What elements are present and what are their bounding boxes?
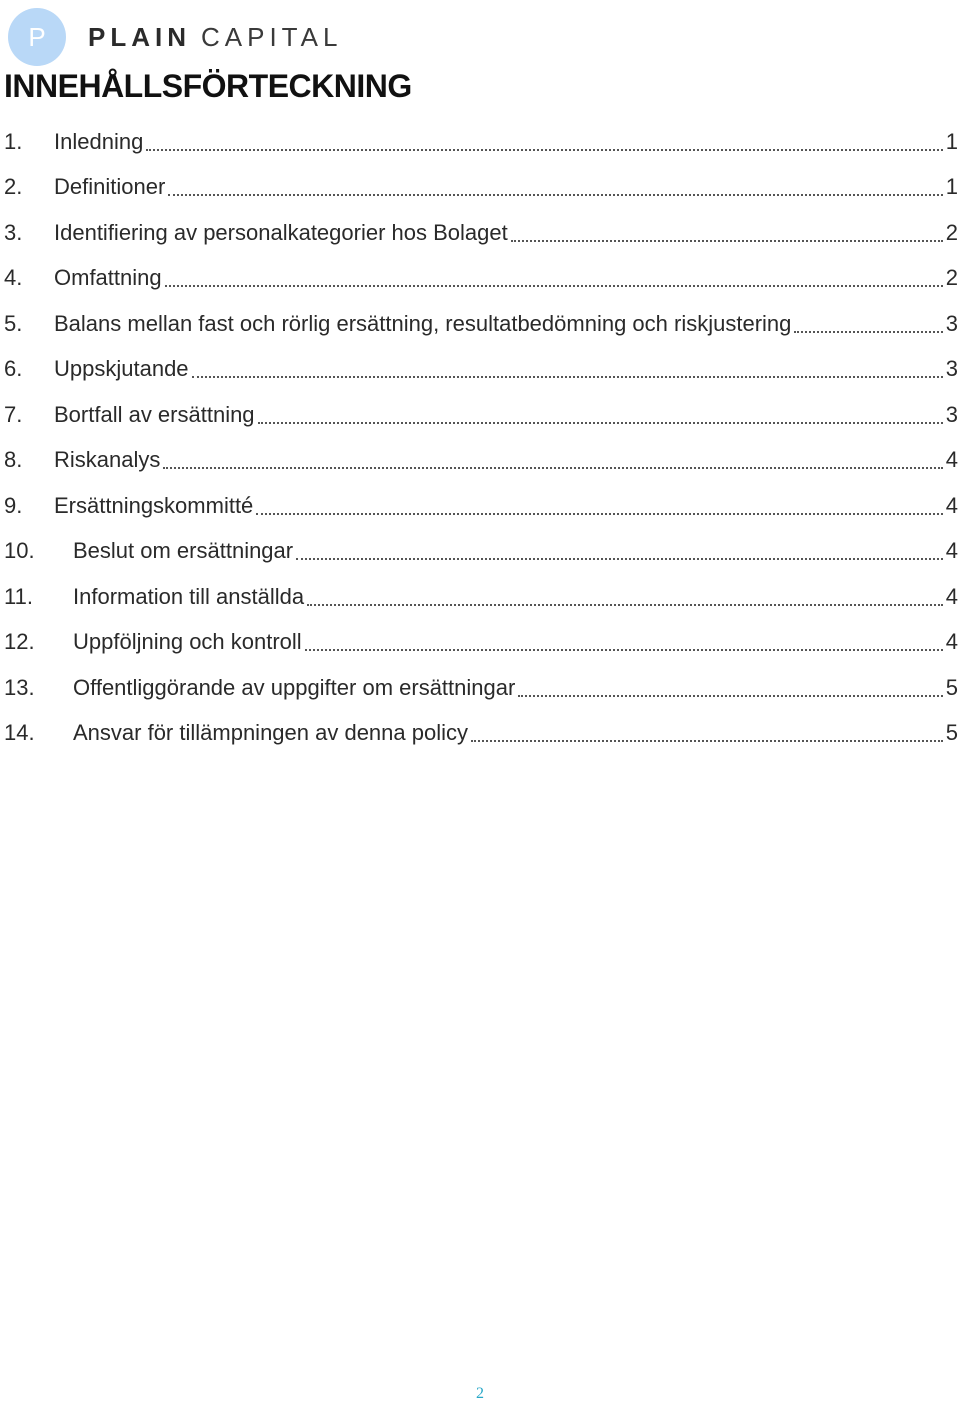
toc-entry-label: Ansvar för tillämpningen av denna policy [73, 720, 469, 746]
toc-entry-12[interactable] [4, 620, 958, 666]
toc-entry-page: 4 [945, 538, 958, 564]
toc-entry-6[interactable] [4, 347, 958, 393]
toc-entry-label: Uppföljning och kontroll [73, 629, 302, 655]
toc-entry-page: 2 [945, 265, 958, 291]
toc-entry-label: Ersättningskommitté [54, 492, 254, 518]
toc-entry-label: Bortfall av ersättning [54, 401, 255, 427]
toc-entry-13[interactable] [4, 665, 958, 711]
toc-entry-14[interactable] [4, 711, 958, 757]
toc-dot-leader [511, 240, 943, 242]
toc-dot-leader [307, 604, 943, 606]
company-logo [8, 8, 342, 66]
toc-entry-label: Identifiering av personalkategorier hos Bolaget [54, 219, 508, 245]
toc-dot-leader [518, 695, 942, 697]
toc-entry-page: 5 [945, 720, 958, 746]
toc-entry-page: 4 [945, 629, 958, 655]
toc-entry-page: 1 [945, 174, 958, 200]
toc-entry-number: 4. [4, 265, 23, 291]
toc-dot-leader [163, 467, 942, 469]
toc-entry-page: 3 [945, 310, 958, 336]
toc-entry-page: 3 [945, 401, 958, 427]
toc-entry-7[interactable] [4, 392, 958, 438]
toc-entry-label: Information till anställda [73, 583, 305, 609]
toc-entry-label: Omfattning [54, 265, 162, 291]
toc-entry-page: 5 [945, 674, 958, 700]
toc-entry-3[interactable] [4, 210, 958, 256]
toc-dot-leader [296, 558, 943, 560]
toc-dot-leader [258, 422, 943, 424]
toc-entry-label: Riskanalys [54, 447, 161, 473]
toc-entry-number: 12. [4, 629, 35, 655]
logo-word-capital: CAPITAL [201, 21, 343, 52]
toc-entry-2[interactable] [4, 165, 958, 211]
logo-wordmark [88, 22, 342, 53]
toc-entry-number: 2. [4, 174, 23, 200]
toc-entry-4[interactable] [4, 256, 958, 302]
toc-dot-leader [794, 331, 942, 333]
toc-entry-label: Uppskjutande [54, 356, 189, 382]
toc-dot-leader [168, 194, 942, 196]
logo-initial: P [28, 21, 46, 52]
toc-entry-number: 7. [4, 401, 23, 427]
toc-dot-leader [165, 285, 943, 287]
toc-entry-label: Beslut om ersättningar [73, 538, 294, 564]
toc-entry-number: 14. [4, 720, 35, 746]
toc-entry-number: 5. [4, 310, 23, 336]
toc-entry-page: 4 [945, 492, 958, 518]
toc-entry-1[interactable] [4, 119, 958, 165]
toc-entry-11[interactable] [4, 574, 958, 620]
toc-entry-label: Definitioner [54, 174, 166, 200]
toc-dot-leader [305, 649, 943, 651]
toc-entry-page: 3 [945, 356, 958, 382]
toc-entry-label: Inledning [54, 128, 144, 154]
toc-entry-5[interactable] [4, 301, 958, 347]
table-of-contents [4, 119, 958, 756]
toc-entry-page: 2 [945, 219, 958, 245]
toc-dot-leader [471, 740, 943, 742]
page-number: 2 [476, 1385, 484, 1402]
toc-entry-page: 1 [945, 128, 958, 154]
toc-entry-number: 3. [4, 219, 23, 245]
toc-dot-leader [256, 513, 942, 515]
toc-entry-page: 4 [945, 583, 958, 609]
toc-entry-number: 9. [4, 492, 23, 518]
logo-word-plain: PLAIN [88, 21, 191, 52]
toc-entry-number: 11. [4, 583, 33, 609]
toc-entry-label: Offentliggörande av uppgifter om ersättningar [73, 674, 516, 700]
toc-dot-leader [146, 149, 942, 151]
logo-circle-icon [8, 8, 66, 66]
toc-entry-9[interactable] [4, 483, 958, 529]
toc-entry-number: 13. [4, 674, 35, 700]
toc-entry-label: Balans mellan fast och rörlig ersättning, resultatbedömning och riskjustering [54, 310, 792, 336]
toc-entry-number: 10. [4, 538, 35, 564]
toc-entry-8[interactable] [4, 438, 958, 484]
toc-entry-10[interactable] [4, 529, 958, 575]
toc-entry-page: 4 [945, 447, 958, 473]
toc-entry-number: 6. [4, 356, 23, 382]
toc-entry-number: 8. [4, 447, 23, 473]
toc-title: INNEHÅLLSFÖRTECKNING [4, 68, 412, 104]
toc-entry-number: 1. [4, 128, 23, 154]
toc-dot-leader [192, 376, 943, 378]
